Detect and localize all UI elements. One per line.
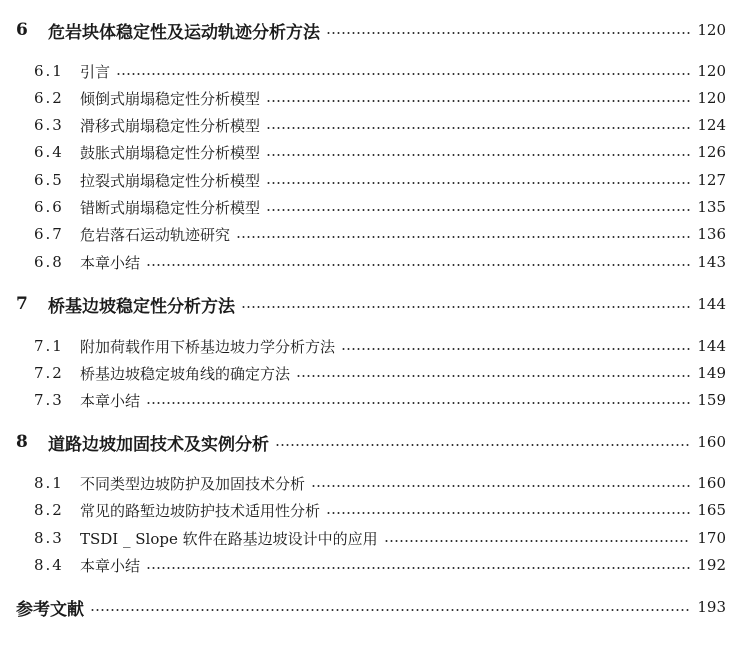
page-number: 193	[697, 598, 726, 616]
chapter-number: 7	[16, 294, 28, 314]
dot-leader	[266, 100, 690, 102]
toc-section-8-4	[0, 553, 750, 577]
page-number: 160	[697, 474, 726, 492]
dot-leader	[116, 73, 690, 75]
dot-leader	[90, 609, 690, 611]
page-number: 160	[697, 433, 726, 451]
toc-references	[0, 595, 750, 619]
dot-leader	[326, 32, 690, 34]
chapter-title: 道路边坡加固技术及实例分析	[48, 434, 269, 455]
page-number: 127	[697, 171, 726, 189]
page-number: 144	[697, 295, 726, 313]
page-number: 192	[697, 556, 726, 574]
page-number: 120	[697, 62, 726, 80]
toc-chapter-7	[0, 292, 750, 316]
toc-section-6-5	[0, 168, 750, 192]
page-number: 159	[697, 391, 726, 409]
section-title: 本章小结	[80, 253, 141, 272]
section-title: 桥基边坡稳定坡角线的确定方法	[80, 364, 291, 383]
page-number: 120	[697, 89, 726, 107]
section-title: 附加荷载作用下桥基边坡力学分析方法	[80, 337, 336, 356]
dot-leader	[236, 236, 690, 238]
section-title: 不同类型边坡防护及加固技术分析	[80, 474, 306, 493]
section-title: 错断式崩塌稳定性分析模型	[80, 198, 261, 217]
dot-leader	[146, 264, 690, 266]
dot-leader	[311, 485, 690, 487]
page-number: 136	[697, 225, 726, 243]
chapter-title: 桥基边坡稳定性分析方法	[48, 296, 235, 317]
dot-leader	[241, 306, 690, 308]
dot-leader	[266, 209, 690, 211]
toc-section-7-2	[0, 361, 750, 385]
section-title: 本章小结	[80, 391, 141, 410]
toc-section-6-3	[0, 113, 750, 137]
page-number: 143	[697, 253, 726, 271]
section-number: 6.3	[34, 116, 64, 134]
toc-chapter-6	[0, 18, 750, 42]
section-number: 6.8	[34, 253, 64, 271]
section-title: 倾倒式崩塌稳定性分析模型	[80, 89, 261, 108]
page-number: 165	[697, 501, 726, 519]
section-title: TSDI _ Slope 软件在路基边坡设计中的应用	[80, 529, 378, 548]
section-number: 7.3	[34, 391, 64, 409]
section-number: 8.2	[34, 501, 64, 519]
chapter-number: 8	[16, 432, 28, 452]
section-number: 6.2	[34, 89, 64, 107]
toc-section-6-6	[0, 195, 750, 219]
section-number: 7.2	[34, 364, 64, 382]
page-number: 120	[697, 21, 726, 39]
page-number: 124	[697, 116, 726, 134]
toc-chapter-8	[0, 430, 750, 454]
section-title: 常见的路堑边坡防护技术适用性分析	[80, 501, 321, 520]
chapter-number: 6	[16, 20, 28, 40]
section-title: 拉裂式崩塌稳定性分析模型	[80, 171, 261, 190]
page-number: 144	[697, 337, 726, 355]
page-number: 135	[697, 198, 726, 216]
section-number: 6.1	[34, 62, 64, 80]
section-number: 7.1	[34, 337, 64, 355]
toc-section-6-7	[0, 222, 750, 246]
chapter-title: 危岩块体稳定性及运动轨迹分析方法	[48, 22, 320, 43]
dot-leader	[384, 540, 690, 542]
section-number: 8.4	[34, 556, 64, 574]
section-number: 8.1	[34, 474, 64, 492]
dot-leader	[326, 512, 690, 514]
dot-leader	[146, 567, 690, 569]
toc-section-6-2	[0, 86, 750, 110]
section-title: 鼓胀式崩塌稳定性分析模型	[80, 143, 261, 162]
toc-section-7-3	[0, 388, 750, 412]
section-title: 引言	[80, 62, 111, 81]
section-number: 6.5	[34, 171, 64, 189]
toc-section-8-3	[0, 526, 750, 550]
page-number: 170	[697, 529, 726, 547]
section-number: 6.6	[34, 198, 64, 216]
toc-section-8-1	[0, 471, 750, 495]
references-title: 参考文献	[16, 599, 84, 620]
dot-leader	[146, 402, 690, 404]
page-number: 126	[697, 143, 726, 161]
toc-section-6-1	[0, 59, 750, 83]
section-number: 6.7	[34, 225, 64, 243]
dot-leader	[296, 375, 690, 377]
dot-leader	[266, 182, 690, 184]
toc-section-8-2	[0, 498, 750, 522]
dot-leader	[266, 127, 690, 129]
section-title: 本章小结	[80, 556, 141, 575]
toc-section-6-4	[0, 140, 750, 164]
dot-leader	[266, 154, 690, 156]
dot-leader	[341, 348, 690, 350]
section-title: 危岩落石运动轨迹研究	[80, 225, 231, 244]
dot-leader	[275, 444, 690, 446]
toc-section-7-1	[0, 334, 750, 358]
section-number: 6.4	[34, 143, 64, 161]
section-number: 8.3	[34, 529, 64, 547]
toc-section-6-8	[0, 250, 750, 274]
page-number: 149	[697, 364, 726, 382]
section-title: 滑移式崩塌稳定性分析模型	[80, 116, 261, 135]
